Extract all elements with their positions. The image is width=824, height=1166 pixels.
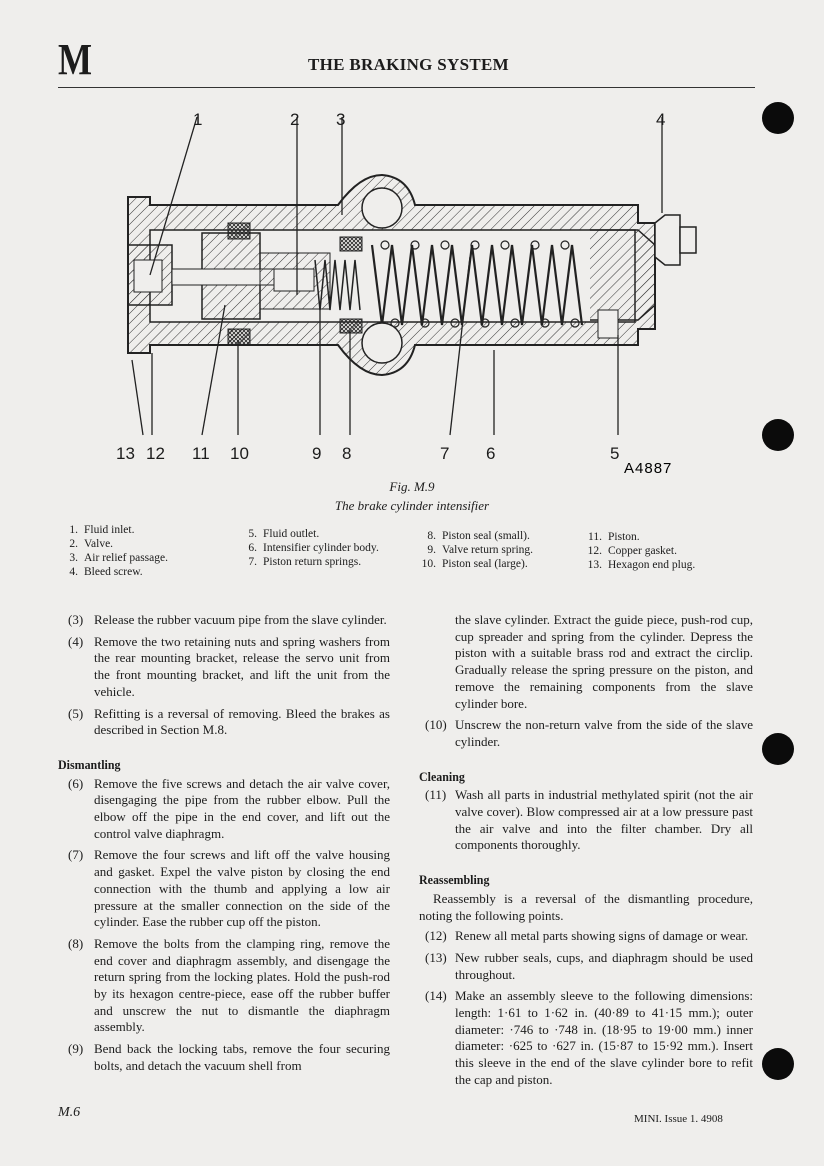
legend-column bbox=[239, 527, 379, 569]
callout-3: 3 bbox=[336, 110, 346, 129]
step-11: (11) Wash all parts in industrial methylated spirit (not the air valve cover). Blow compressed air at a low pressure past the air valve and into the filter chamber. Dry all components thoroughly. bbox=[425, 787, 753, 853]
callout-6: 6 bbox=[486, 444, 496, 463]
legend-item: 8. Piston seal (small). bbox=[427, 530, 530, 542]
page-title: THE BRAKING SYSTEM bbox=[308, 55, 509, 74]
callout-10: 10 bbox=[230, 444, 249, 463]
step-4: (4) Remove the two retaining nuts and spring washers from the rear mounting bracket, release the servo unit from the front mounting bracket, and lift the unit from the vehicle. bbox=[68, 633, 390, 699]
step-12: (12) Renew all metal parts showing signs of damage or wear. bbox=[425, 928, 749, 944]
section-letter: M bbox=[58, 35, 92, 84]
legend-item: 2. Valve. bbox=[69, 538, 114, 550]
step-9-continued: the slave cylinder. Extract the guide piece, push-rod cup, cup spreader and spring from the cylinder. Depress the piston with a suitable brass rod and extract the circlip. Gradually release the spring pressure on the piston, and remove the remaining components from the slave cylinder bore. bbox=[455, 612, 753, 711]
legend-column bbox=[584, 530, 695, 572]
callout-9: 9 bbox=[312, 444, 322, 463]
callout-13: 13 bbox=[116, 444, 135, 463]
right-column bbox=[419, 612, 753, 1094]
header-rule bbox=[58, 87, 755, 88]
step-3: (3) Release the rubber vacuum pipe from the slave cylinder. bbox=[68, 612, 387, 627]
legend-item: 1. Fluid inlet. bbox=[69, 524, 135, 536]
step-8: (8) Remove the bolts from the clamping ring, remove the end cover and diaphragm assembly, and disengage the return spring from the locking plates. Hold the push-rod by its hexagon centre-piece, ease off the rubber buffer and unscrew the nut to dismantle the diaphragm assembly. bbox=[68, 935, 390, 1035]
legend-column bbox=[418, 529, 533, 571]
callout-4: 4 bbox=[656, 110, 666, 129]
punch-hole bbox=[762, 733, 794, 765]
punch-hole bbox=[762, 102, 794, 134]
figure-label: Fig. M.9 bbox=[389, 479, 435, 494]
legend-item: 4. Bleed screw. bbox=[69, 566, 143, 578]
drawing-reference: A4887 bbox=[624, 460, 673, 475]
legend-item: 6. Intensifier cylinder body. bbox=[248, 542, 379, 554]
step-9: (9) Bend back the locking tabs, remove the four securing bolts, and detach the vacuum shell from bbox=[68, 1041, 390, 1073]
step-5: (5) Refitting is a reversal of removing. Bleed the brakes as described in Section M.8. bbox=[68, 705, 390, 738]
step-7: (7) Remove the four screws and lift off the valve housing and gasket. Expel the valve piston by closing the end connection with the thumb and applying a low air pressure at the smaller connection on the side of the cylinder. Ease the rubber cup off the piston. bbox=[68, 847, 390, 930]
step-13: (13) New rubber seals, cups, and diaphragm should be used throughout. bbox=[425, 949, 753, 982]
step-10: (10) Unscrew the non-return valve from the side of the slave cylinder. bbox=[425, 717, 753, 749]
intensifier-cross-section-drawing bbox=[110, 105, 710, 475]
dismantling-heading: Dismantling bbox=[58, 756, 121, 772]
reassembling-heading: Reassembling bbox=[419, 872, 490, 888]
punch-hole bbox=[762, 1048, 794, 1080]
issue-info: MINI. Issue 1. 4908 bbox=[634, 1113, 723, 1125]
legend-item: 10. Piston seal (large). bbox=[421, 558, 528, 570]
reassembling-intro: Reassembly is a reversal of the dismantling procedure, noting the following points. bbox=[419, 890, 753, 923]
callout-11: 11 bbox=[192, 444, 210, 463]
legend-item: 5. Fluid outlet. bbox=[248, 528, 320, 540]
step-6: (6) Remove the five screws and detach the air valve cover, disengaging the pipe from the rubber elbow. Pull the elbow off the pipe in the end cover, and lift out the control valve diaphragm. bbox=[68, 775, 390, 841]
callout-8: 8 bbox=[342, 444, 352, 463]
callout-5: 5 bbox=[610, 444, 620, 463]
page-number: M.6 bbox=[58, 1105, 81, 1120]
legend-item: 13. Hexagon end plug. bbox=[587, 559, 696, 571]
step-14: (14) Make an assembly sleeve to the following dimensions: length: 1·61 to 1·62 in. (40·89 to 41·15 mm.); outer diameter: ·746 to ·748 in. (18·95 to 19·00 mm.) inner diameter: ·625 to ·627 in. (15·87 to 15·92 mm.). Insert this sleeve in the end of the slave cylinder bore to refit the cap and piston. bbox=[425, 988, 753, 1087]
left-column bbox=[58, 612, 390, 1080]
callout-12: 12 bbox=[146, 444, 165, 463]
legend-item: 3. Air relief passage. bbox=[69, 552, 168, 564]
callout-1: 1 bbox=[193, 110, 203, 129]
punch-hole bbox=[762, 419, 794, 451]
callout-2: 2 bbox=[290, 110, 300, 129]
legend-item: 11. Piston. bbox=[588, 531, 640, 543]
legend-column bbox=[60, 523, 168, 579]
legend-item: 9. Valve return spring. bbox=[427, 544, 534, 556]
figure-title: The brake cylinder intensifier bbox=[334, 498, 490, 513]
legend-item: 7. Piston return springs. bbox=[248, 556, 362, 568]
cleaning-heading: Cleaning bbox=[419, 768, 465, 784]
legend-item: 12. Copper gasket. bbox=[587, 545, 677, 557]
callout-7: 7 bbox=[440, 444, 450, 463]
